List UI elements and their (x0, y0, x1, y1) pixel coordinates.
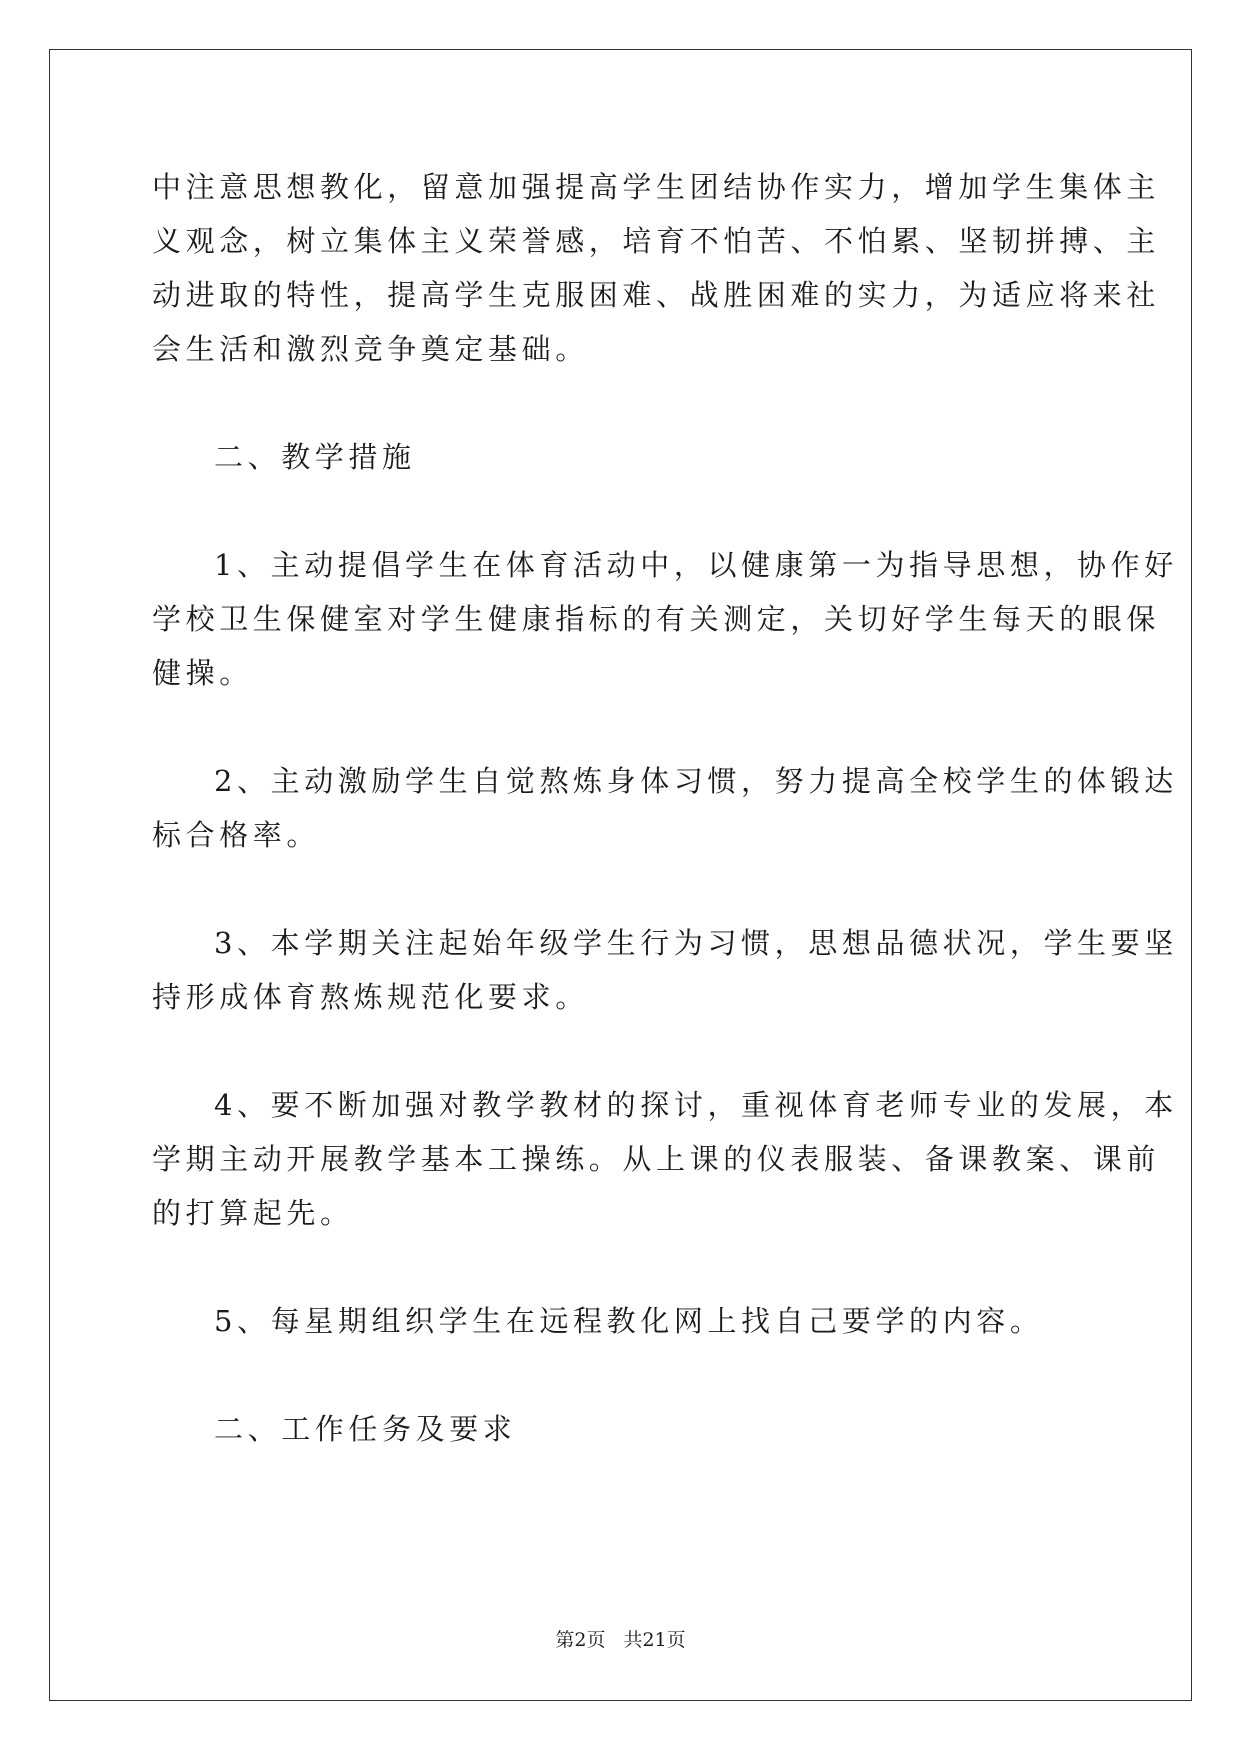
heading-text: 二、教学措施 (214, 440, 416, 474)
text-line: 学期主动开展教学基本工操练。从上课的仪表服装、备课教案、课前 (152, 1142, 1161, 1176)
text-line: 3、本学期关注起始年级学生行为习惯，思想品德状况，学生要坚 (214, 926, 1178, 960)
text-line: 会生活和激烈竞争奠定基础。 (152, 332, 589, 366)
section-heading-teaching-measures (152, 430, 1092, 484)
page-number: 第2页 (555, 1629, 606, 1651)
section-heading-work-tasks (152, 1402, 1092, 1456)
text-line: 1、主动提倡学生在体育活动中，以健康第一为指导思想，协作好 (214, 548, 1178, 582)
text-line: 义观念，树立集体主义荣誉感，培育不怕苦、不怕累、坚韧拼搏、主 (152, 224, 1161, 258)
text-line: 2、主动激励学生自觉熬炼身体习惯，努力提高全校学生的体锻达 (214, 764, 1178, 798)
paragraph-item-3 (152, 916, 1178, 1024)
paragraph-item-2 (152, 754, 1178, 862)
text-line: 学校卫生保健室对学生健康指标的有关测定，关切好学生每天的眼保 (152, 602, 1161, 636)
paragraph-item-1 (152, 538, 1178, 700)
document-body (152, 160, 1178, 1510)
paragraph-intro-continued (152, 160, 1161, 376)
text-line: 标合格率。 (152, 818, 321, 852)
text-line: 5、每星期组织学生在远程教化网上找自己要学的内容。 (214, 1304, 1044, 1338)
paragraph-item-4 (152, 1078, 1178, 1240)
text-line: 健操。 (152, 656, 253, 690)
heading-text: 二、工作任务及要求 (214, 1412, 517, 1446)
page-footer (0, 1625, 1241, 1652)
text-line: 的打算起先。 (152, 1196, 354, 1230)
text-line: 持形成体育熬炼规范化要求。 (152, 980, 589, 1014)
text-line: 动进取的特性，提高学生克服困难、战胜困难的实力，为适应将来社 (152, 278, 1161, 312)
text-line: 中注意思想教化，留意加强提高学生团结协作实力，增加学生集体主 (152, 170, 1161, 204)
paragraph-item-5 (152, 1294, 1092, 1348)
page-total: 共21页 (623, 1629, 686, 1651)
text-line: 4、要不断加强对教学教材的探讨，重视体育老师专业的发展，本 (214, 1088, 1178, 1122)
